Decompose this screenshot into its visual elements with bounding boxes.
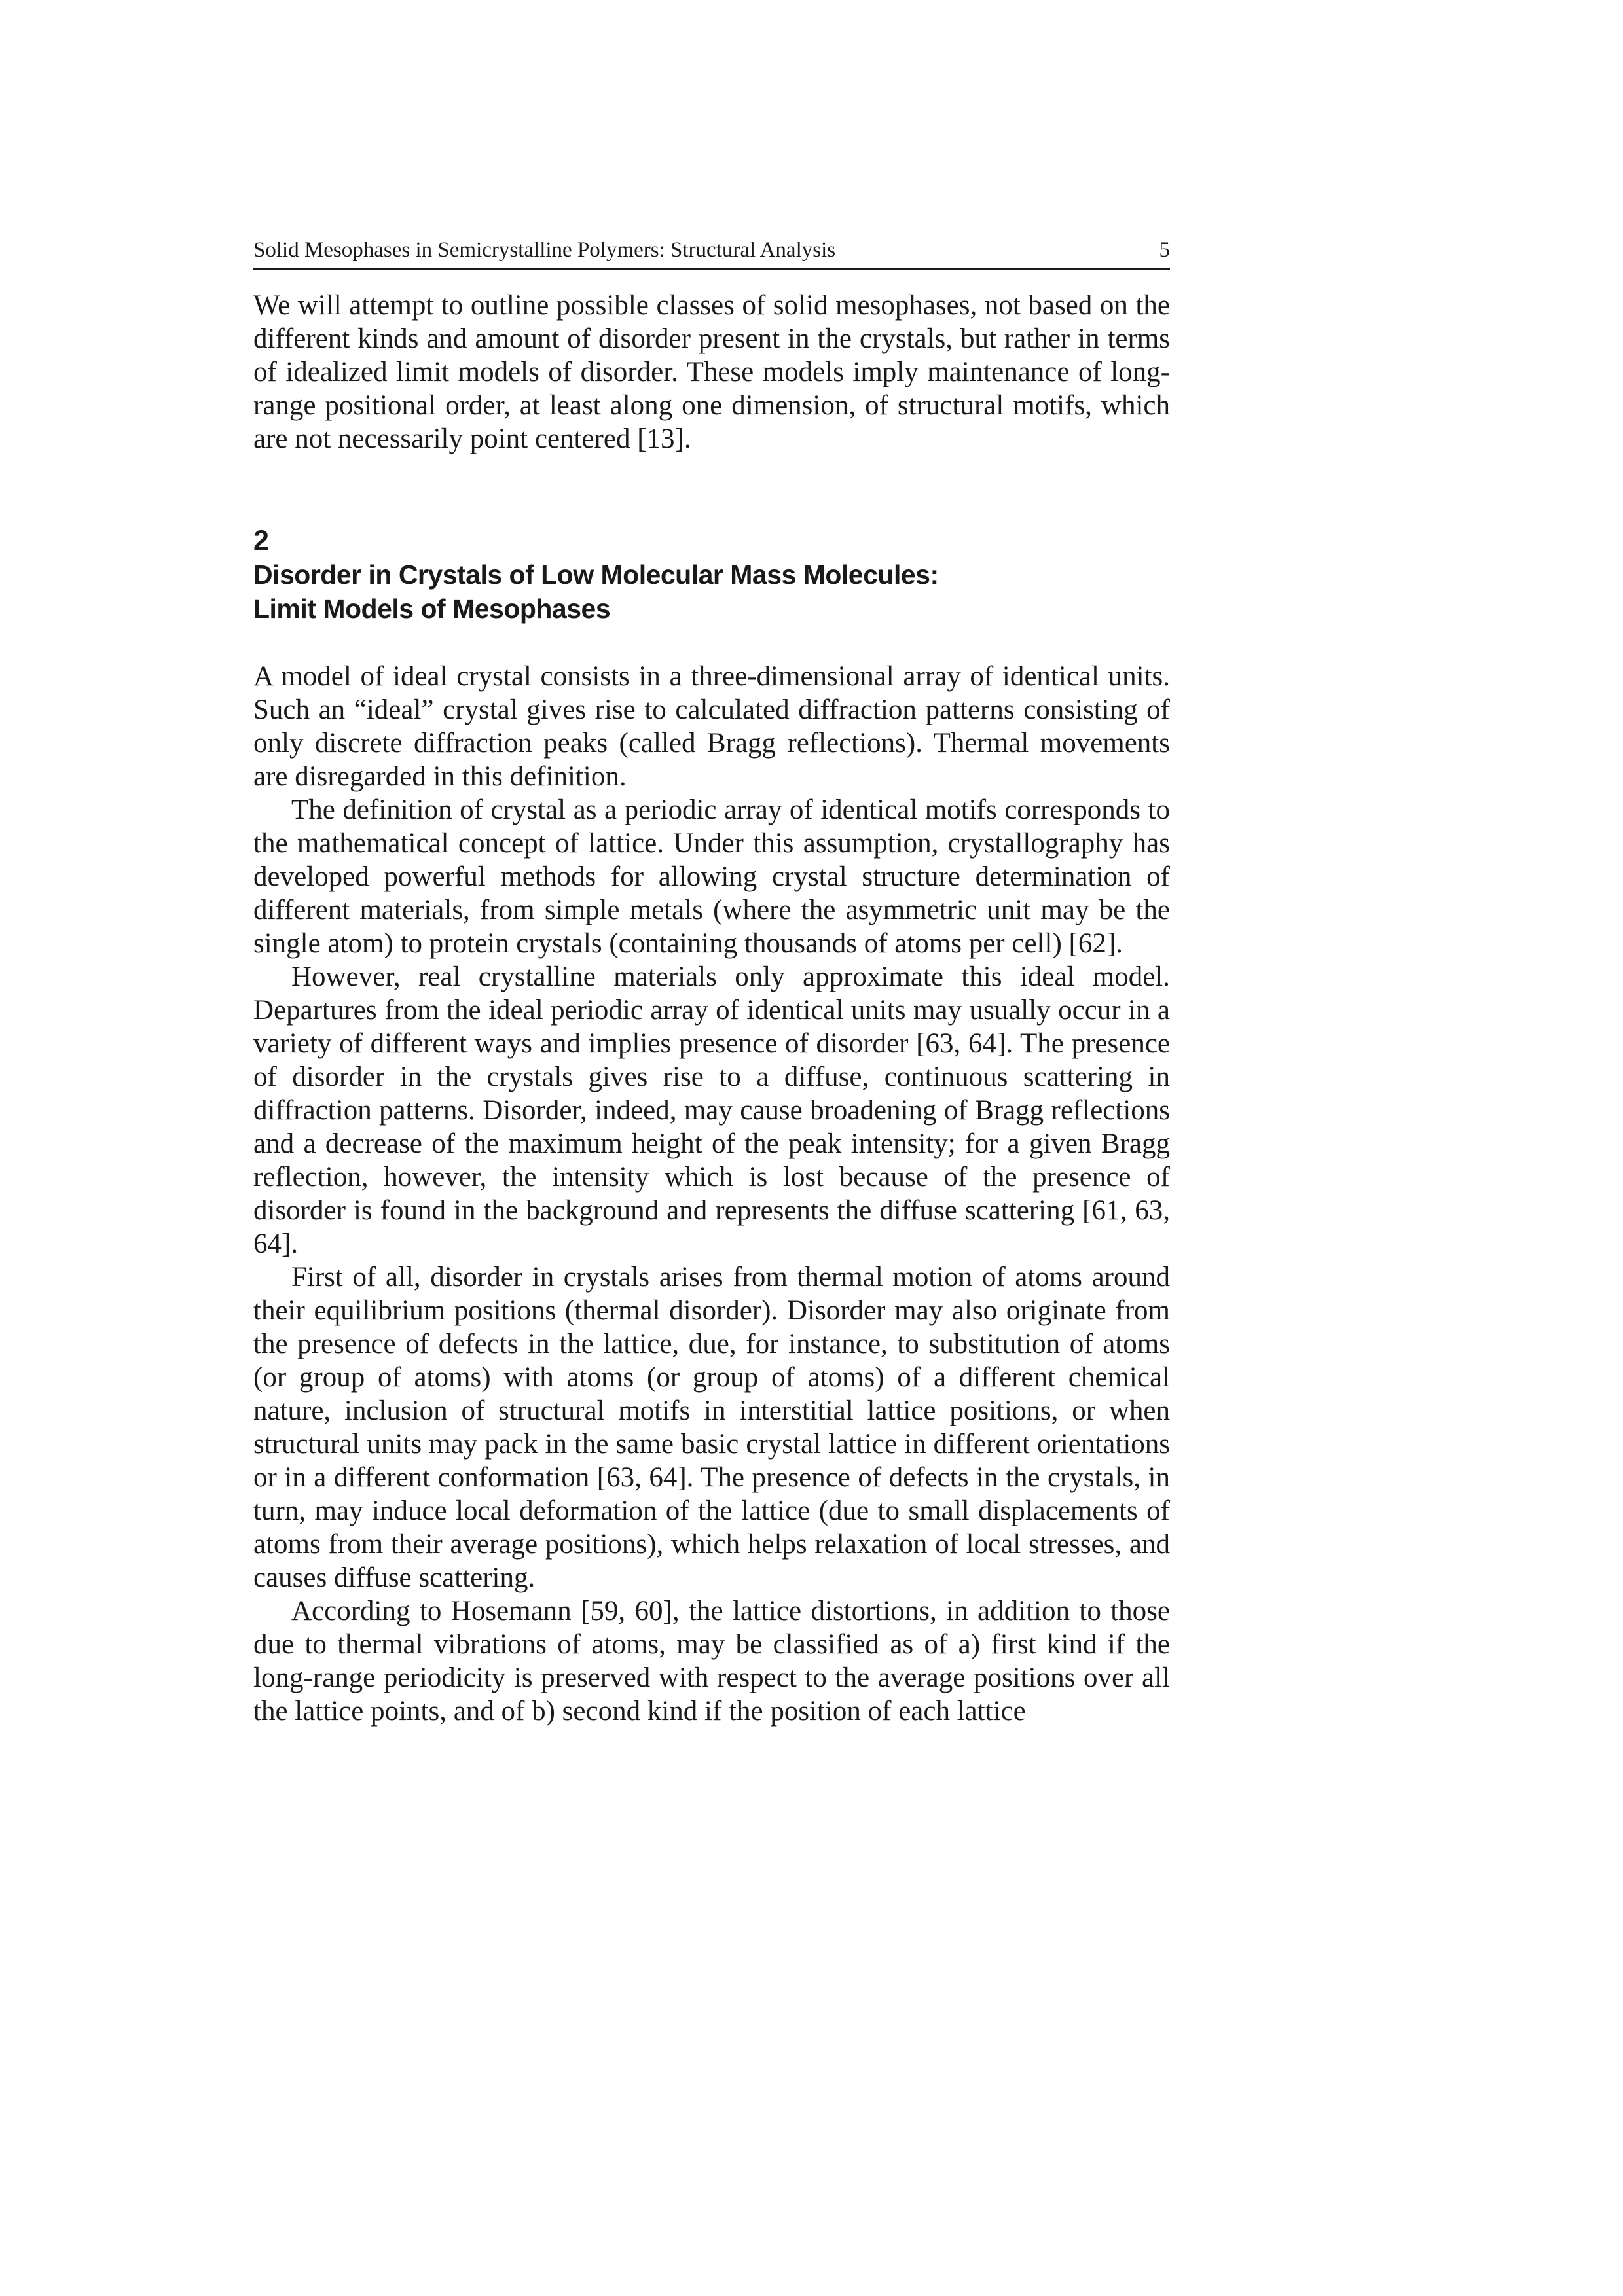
page-number: 5 <box>1159 238 1170 262</box>
paragraph: However, real crystalline materials only approximate this ideal model. Departures from the ideal periodic array of identical units may usually occur in a variety of different ways and implies presence of disorder [63, 64]. The presence of disorder in the crystals gives rise to a diffuse, continuous scattering in diffraction patterns. Disorder, indeed, may cause broadening of Bragg reflections and a decrease of the maximum height of the peak intensity; for a given Bragg reflection, however, the intensity which is lost because of the presence of disorder is found in the background and represents the diffuse scattering [61, 63, 64]. <box>253 961 1170 1259</box>
paragraph: The definition of crystal as a periodic array of identical motifs corresponds to the mathematical concept of lattice. Under this assumption, crystallography has developed powerful methods for allowing crystal structure determination of different materials, from simple metals (where the asymmetric unit may be the single atom) to protein crystals (containing thousands of atoms per cell) [62]. <box>253 795 1170 959</box>
paragraph: According to Hosemann [59, 60], the lattice distortions, in addition to those due to thermal vibrations of atoms, may be classified as of a) first kind if the long-range periodicity is preserved with respect to the average positions over all the lattice points, and of b) second kind if the position of each lattice <box>253 1596 1170 1727</box>
paragraph: A model of ideal crystal consists in a three-dimensional array of identical units. Such an “ideal” crystal gives rise to calculated diffraction patterns consisting of only discrete diffraction peaks (called Bragg reflections). Thermal movements are disregarded in this definition. <box>253 661 1170 792</box>
paragraph: First of all, disorder in crystals arises from thermal motion of atoms around their equilibrium positions (thermal disorder). Disorder may also originate from the presence of defects in the lattice, due, for instance, to substitution of atoms (or group of atoms) with atoms (or group of atoms) of a different chemical nature, inclusion of structural motifs in interstitial lattice positions, or when structural units may pack in the same basic crystal lattice in different orientations or in a different conformation [63, 64]. The presence of defects in the crystals, in turn, may induce local deformation of the lattice (due to small displacements of atoms from their average positions), which helps relaxation of local stresses, and causes diffuse scattering. <box>253 1262 1170 1593</box>
section-title-line-2: Limit Models of Mesophases <box>253 594 611 624</box>
section-title <box>253 558 1170 626</box>
running-head <box>253 236 1170 270</box>
section-body <box>253 660 1170 1728</box>
section-number: 2 <box>253 525 269 556</box>
intro-paragraph: We will attempt to outline possible classes of solid mesophases, not based on the different kinds and amount of disorder present in the crystals, but rather in terms of idealized limit models of disorder. These models imply maintenance of long-range positional order, at least along one dimension, of structural motifs, which are not necessarily point centered [13]. <box>253 290 1170 454</box>
running-head-title: Solid Mesophases in Semicrystalline Polymers: Structural Analysis <box>253 238 836 262</box>
section-title-line-1: Disorder in Crystals of Low Molecular Mass Molecules: <box>253 560 939 590</box>
document-page <box>253 236 1170 1728</box>
